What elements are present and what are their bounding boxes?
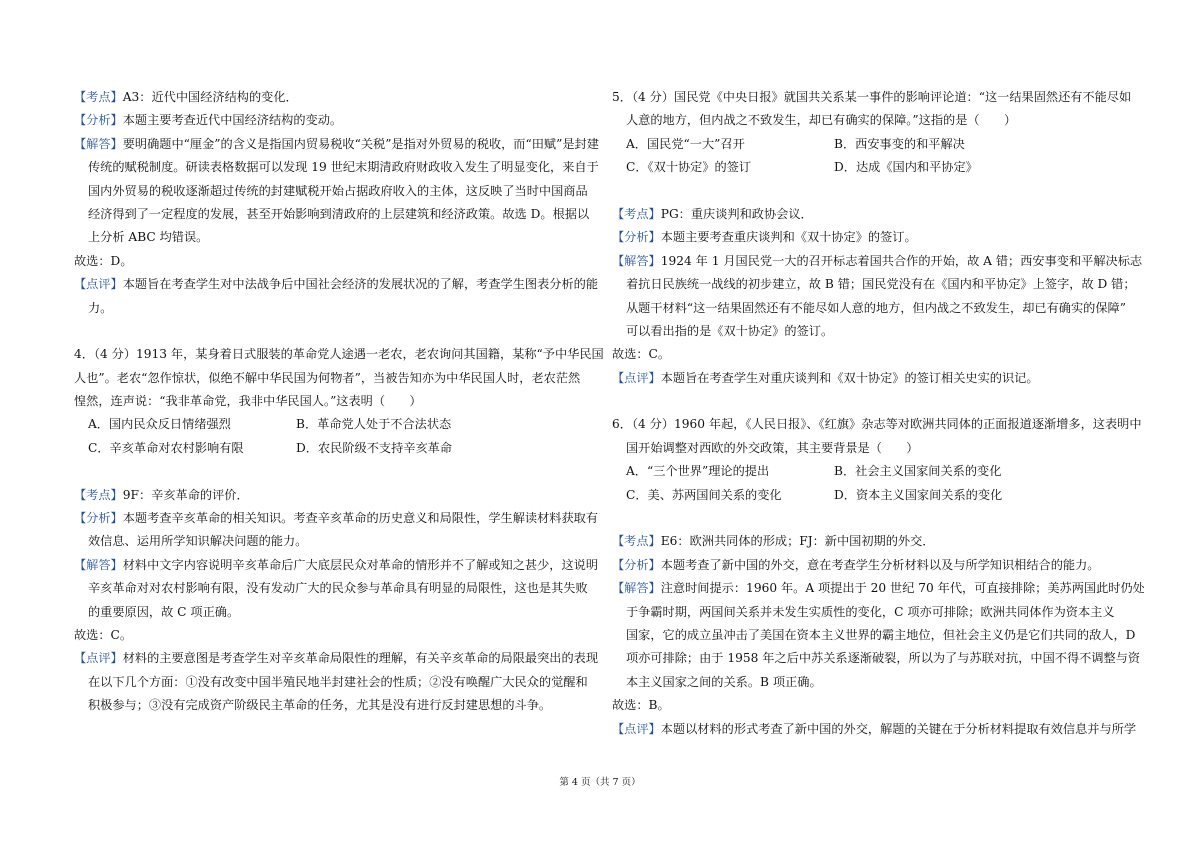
q5-options-row xyxy=(612,156,1142,179)
fenxi-tag: 【分析】 xyxy=(74,113,123,128)
kaodian-tag: 【考点】 xyxy=(612,206,661,221)
right-column xyxy=(612,86,1145,741)
q3-dianping-line: 力。 xyxy=(88,300,113,315)
dianping-tag: 【点评】 xyxy=(612,721,661,736)
q4-option-a: A．国内民众反日情绪强烈 xyxy=(88,417,231,432)
q4-options-row xyxy=(74,413,604,436)
jieda-tag: 【解答】 xyxy=(612,253,661,268)
dianping-tag: 【点评】 xyxy=(612,370,661,385)
q6-jieda-line: 项亦可排除；由于 1958 年之后中苏关系逐渐破裂，所以为了与苏联对抗，中国不得不调整与资 xyxy=(626,651,1141,666)
q6-option-d: D．资本主义国家间关系的变化 xyxy=(834,487,1003,502)
fenxi-tag: 【分析】 xyxy=(612,557,661,572)
jieda-tag: 【解答】 xyxy=(74,136,123,151)
q4-option-c: C．辛亥革命对农村影响有限 xyxy=(88,440,244,455)
q6-options-row xyxy=(612,484,1142,507)
q6-fenxi: 【分析】本题考查了新中国的外交，意在考查学生分析材料以及与所学知识相结合的能力。 xyxy=(612,557,1100,572)
q5-kaodian: 【考点】PG：重庆谈判和政协会议． xyxy=(612,206,813,221)
dianping-tag: 【点评】 xyxy=(74,651,123,666)
q6-jieda-line: 于争霸时期，两国间关系并未发生实质性的变化，C 项亦可排除；欧洲共同体作为资本主义 xyxy=(626,604,1115,619)
dianping-tag: 【点评】 xyxy=(74,277,123,292)
q4-stem-line: 4．（4 分）1913 年，某身着日式服装的革命党人途遇一老农，老农询问其国籍，某称“予中华民国 xyxy=(74,347,604,362)
jieda-tag: 【解答】 xyxy=(612,581,661,596)
kaodian-tag: 【考点】 xyxy=(74,90,123,104)
q6-option-a: A．“三个世界”理论的提出 xyxy=(626,464,770,479)
q5-jieda-line: 从题干材料“这一结果固然还有不能尽如人意的地方，但内战之不致发生，却已有确实的保障” xyxy=(626,300,1126,315)
q5-options-row xyxy=(612,133,1142,156)
jieda-tag: 【解答】 xyxy=(74,557,123,572)
q5-option-a: A．国民党“一大”召开 xyxy=(626,136,745,151)
q5-stem-line: 5．（4 分）国民党《中央日报》就国共关系某一事件的影响评论道：“这一结果固然还有不能尽如 xyxy=(612,90,1132,104)
q3-jieda-line: 上分析 ABC 均错误。 xyxy=(88,230,209,245)
page-footer: 第 4 页（共 7 页） xyxy=(559,777,641,788)
q5-jieda-line: 着抗日民族统一战线的初步建立，故 B 错；国民党没有在《国内和平协定》上签字，故 D 错； xyxy=(626,277,1136,292)
q4-jieda-line: 辛亥革命对对农村影响有限，没有发动广大的民众参与革命具有明显的局限性，这也是其失败 xyxy=(88,581,588,596)
q4-fenxi-line: 效信息、运用所学知识解决问题的能力。 xyxy=(88,534,308,549)
left-column xyxy=(74,86,604,718)
q3-dianping: 【点评】本题旨在考查学生对中法战争后中国社会经济的发展状况的了解，考查学生图表分析的能 xyxy=(74,277,599,292)
q5-stem-line: 人意的地方，但内战之不致发生，却已有确实的保障。”这指的是（ ） xyxy=(626,113,1017,128)
q6-jieda: 【解答】注意时间提示：1960 年。A 项提出于 20 世纪 70 年代，可直接排除；美苏两国此时仍处 xyxy=(612,581,1145,596)
q5-dianping: 【点评】本题旨在考查学生对重庆谈判和《双十协定》的签订相关史实的识记。 xyxy=(612,370,1039,385)
q3-jieda: 【解答】要明确题中“厘金”的含义是指国内贸易税收“关税”是指对外贸易的税收，而“田赋”是封建 xyxy=(74,136,599,151)
q3-jieda-line: 国内外贸易的税收逐渐超过传统的封建赋税开始占据政府收入的主体，这反映了当时中国商品 xyxy=(88,183,588,198)
q5-jieda: 【解答】1924 年 1 月国民党一大的召开标志着国共合作的开始，故 A 错；西安事变和平解决标志 xyxy=(612,253,1143,268)
q6-jieda-line: 本主义国家之间的关系。B 项正确。 xyxy=(626,674,822,689)
q3-jieda-line: 经济得到了一定程度的发展，甚至开始影响到清政府的上层建筑和经济政策。故选 D。根据以 xyxy=(88,206,590,221)
q3-jieda-line: 传统的赋税制度。研读表格数据可以发现 19 世纪末期清政府财政收入发生了明显变化，来自于 xyxy=(88,160,599,175)
q6-option-c: C．美、苏两国间关系的变化 xyxy=(626,487,782,502)
fenxi-tag: 【分析】 xyxy=(74,511,123,526)
q5-option-b: B．西安事变的和平解决 xyxy=(834,136,965,151)
q6-stem-line: 国开始调整对西欧的外交政策，其主要背景是（ ） xyxy=(626,440,919,455)
q6-option-b: B．社会主义国家间关系的变化 xyxy=(834,464,1002,479)
kaodian-tag: 【考点】 xyxy=(74,487,123,502)
q5-answer: 故选：C。 xyxy=(612,347,671,362)
q5-option-d: D．达成《国内和平协定》 xyxy=(834,160,978,175)
q6-answer: 故选：B。 xyxy=(612,698,670,713)
q4-answer: 故选：C。 xyxy=(74,627,133,642)
q3-fenxi: 【分析】本题主要考查近代中国经济结构的变动。 xyxy=(74,113,343,128)
q6-kaodian: 【考点】E6：欧洲共同体的形成；FJ：新中国初期的外交． xyxy=(612,534,935,549)
q3-answer: 故选：D。 xyxy=(74,253,133,268)
q4-kaodian: 【考点】9F：辛亥革命的评价． xyxy=(74,487,249,502)
q4-option-b: B．革命党人处于不合法状态 xyxy=(296,417,452,432)
q6-stem-line: 6．（4 分）1960 年起，《人民日报》、《红旗》杂志等对欧洲共同体的正面报道逐渐增多，这表明中 xyxy=(612,417,1142,432)
q4-option-d: D．农民阶级不支持辛亥革命 xyxy=(296,440,453,455)
q4-jieda-line: 的重要原因，故 C 项正确。 xyxy=(88,604,240,619)
q3-kaodian: 【考点】A3：近代中国经济结构的变化． xyxy=(74,90,298,104)
q4-dianping: 【点评】材料的主要意图是考查学生对辛亥革命局限性的理解，有关辛亥革命的局限最突出的表现 xyxy=(74,651,599,666)
q4-stem-line: 人也”。老农“忽作惊状，似绝不解中华民国为何物者”，当被告知亦为中华民国人时，老农茫然 xyxy=(74,370,581,385)
q6-dianping: 【点评】本题以材料的形式考查了新中国的外交，解题的关键在于分析材料提取有效信息并与所学 xyxy=(612,721,1137,736)
q5-jieda-line: 可以看出指的是《双十协定》的签订。 xyxy=(626,323,834,338)
q5-option-c: C．《双十协定》的签订 xyxy=(626,160,752,175)
q6-jieda-line: 国家，它的成立虽冲击了美国在资本主义世界的霸主地位，但社会主义仍是它们共同的敌人，D xyxy=(626,627,1136,642)
q4-fenxi: 【分析】本题考查辛亥革命的相关知识。考查辛亥革命的历史意义和局限性，学生解读材料获取有 xyxy=(74,511,599,526)
q4-dianping-line: 积极参与；③没有完成资产阶级民主革命的任务，尤其是没有进行反封建思想的斗争。 xyxy=(88,698,552,713)
q5-fenxi: 【分析】本题主要考查重庆谈判和《双十协定》的签订。 xyxy=(612,230,917,245)
q6-options-row xyxy=(612,460,1142,483)
fenxi-tag: 【分析】 xyxy=(612,230,661,245)
q4-options-row xyxy=(74,437,604,460)
q4-stem-line: 惶然，连声说：“我非革命党，我非中华民国人。”这表明（ ） xyxy=(74,394,422,409)
q4-jieda: 【解答】材料中文字内容说明辛亥革命后广大底层民众对革命的情形并不了解或知之甚少，这说明 xyxy=(74,557,599,572)
q4-dianping-line: 在以下几个方面：①没有改变中国半殖民地半封建社会的性质；②没有唤醒广大民众的觉醒和 xyxy=(88,674,588,689)
kaodian-tag: 【考点】 xyxy=(612,534,661,549)
